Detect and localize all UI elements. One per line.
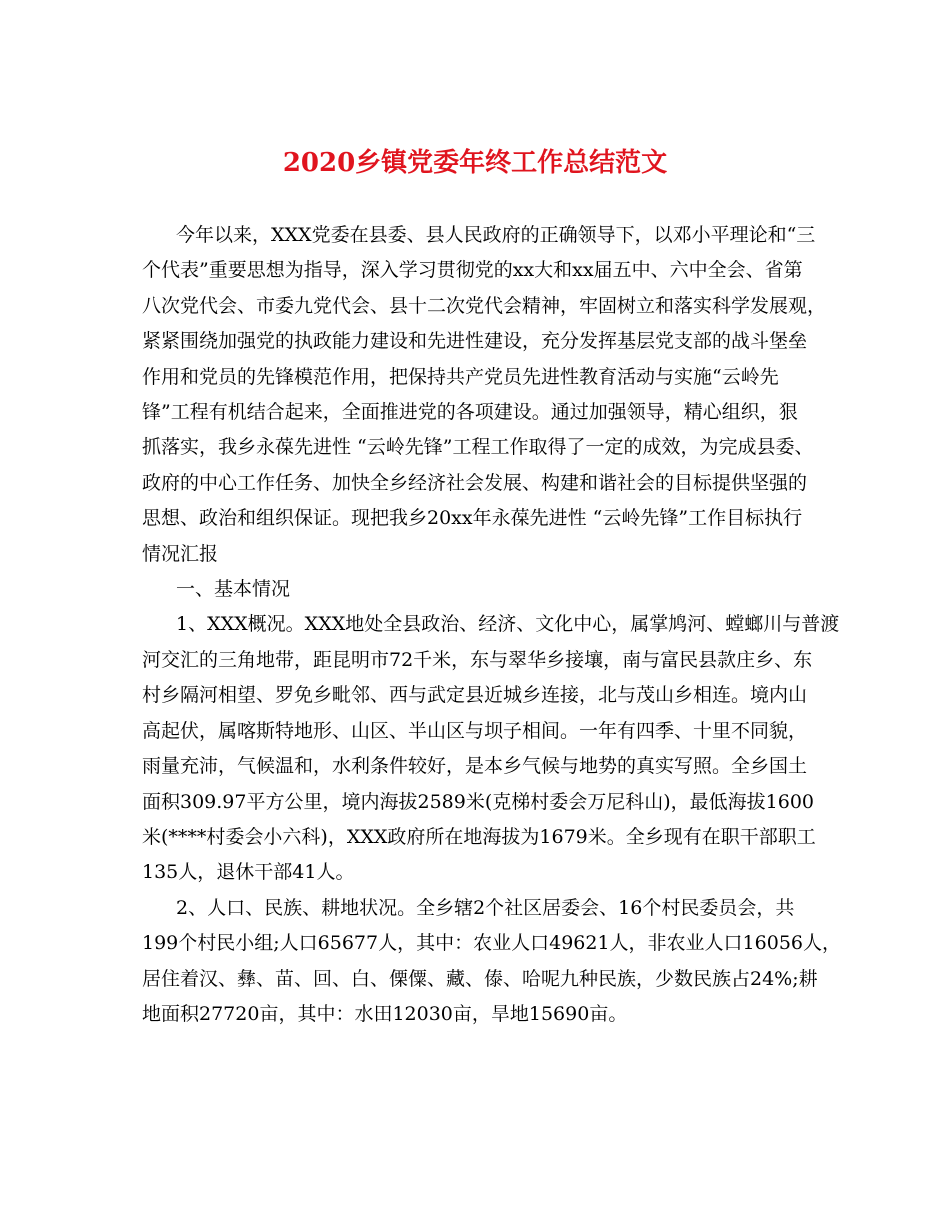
text-line: 情况汇报 [142, 542, 219, 565]
text-line: 2、人口、民族、耕地状况。全乡辖2个社区居委会、16个村民委员会，共 [176, 896, 795, 919]
text-line: 思想、政治和组织保证。现把我乡20xx年永葆先进性 “云岭先锋”工作目标执行 [142, 507, 803, 530]
text-line: 八次党代会、市委九党代会、县十二次党代会精神，牢固树立和落实科学发展观， [142, 294, 827, 317]
text-line: 一、基本情况 [176, 578, 291, 601]
paragraph-population [142, 891, 841, 1033]
text-line: 锋”工程有机结合起来，全面推进党的各项建设。通过加强领导，精心组织，狠 [142, 401, 798, 424]
text-line: 雨量充沛，气候温和，水利条件较好，是本乡气候与地势的真实写照。全乡国土 [142, 755, 808, 778]
text-line: 面积309.97平方公里，境内海拔2589米(克梯村委会万尼科山)，最低海拔1600 [142, 790, 815, 813]
text-line: 135人，退休干部41人。 [142, 861, 355, 884]
text-line: 199个村民小组;人口65677人，其中：农业人口49621人，非农业人口16056人， [142, 932, 841, 955]
text-line: 米(****村委会小六科)，XXX政府所在地海拔为1679米。全乡现有在职干部职工 [142, 825, 816, 848]
text-line: 今年以来，XXX党委在县委、县人民政府的正确领导下，以邓小平理论和“三 [176, 224, 816, 246]
text-line: 1、XXX概况。XXX地处全县政治、经济、文化中心，属掌鸠河、螳螂川与普渡 [176, 613, 840, 636]
document-body [142, 218, 841, 1032]
text-line: 居住着汉、彝、苗、回、白、傈僳、藏、傣、哈呢九种民族，少数民族占24%;耕 [142, 967, 818, 990]
text-line: 地面积27720亩，其中：水田12030亩，旱地15690亩。 [142, 1002, 628, 1025]
text-line: 作用和党员的先锋模范作用，把保持共产党员先进性教育活动与实施“云岭先 [142, 365, 779, 388]
document-title: 2020乡镇党委年终工作总结范文 [282, 148, 668, 178]
text-line: 高起伏，属喀斯特地形、山区、半山区与坝子相间。一年有四季、十里不同貌， [142, 719, 808, 742]
paragraph-overview [142, 607, 840, 890]
text-line: 村乡隔河相望、罗免乡毗邻、西与武定县近城乡连接，北与茂山乡相连。境内山 [142, 684, 808, 707]
section-heading [142, 572, 826, 607]
text-line: 紧紧围绕加强党的执政能力建设和先进性建设，充分发挥基层党支部的战斗堡垒 [142, 330, 808, 353]
text-line: 个代表”重要思想为指导，深入学习贯彻党的xx大和xx届五中、六中全会、省第 [142, 259, 803, 282]
text-line: 河交汇的三角地带，距昆明市72千米，东与翠华乡接壤，南与富民县款庄乡、东 [142, 648, 813, 671]
paragraph-intro [142, 218, 826, 572]
text-line: 抓落实，我乡永葆先进性 “云岭先锋”工程工作取得了一定的成效，为完成县委、 [142, 436, 814, 459]
text-line: 政府的中心工作任务、加快全乡经济社会发展、构建和谐社会的目标提供坚强的 [142, 471, 808, 494]
